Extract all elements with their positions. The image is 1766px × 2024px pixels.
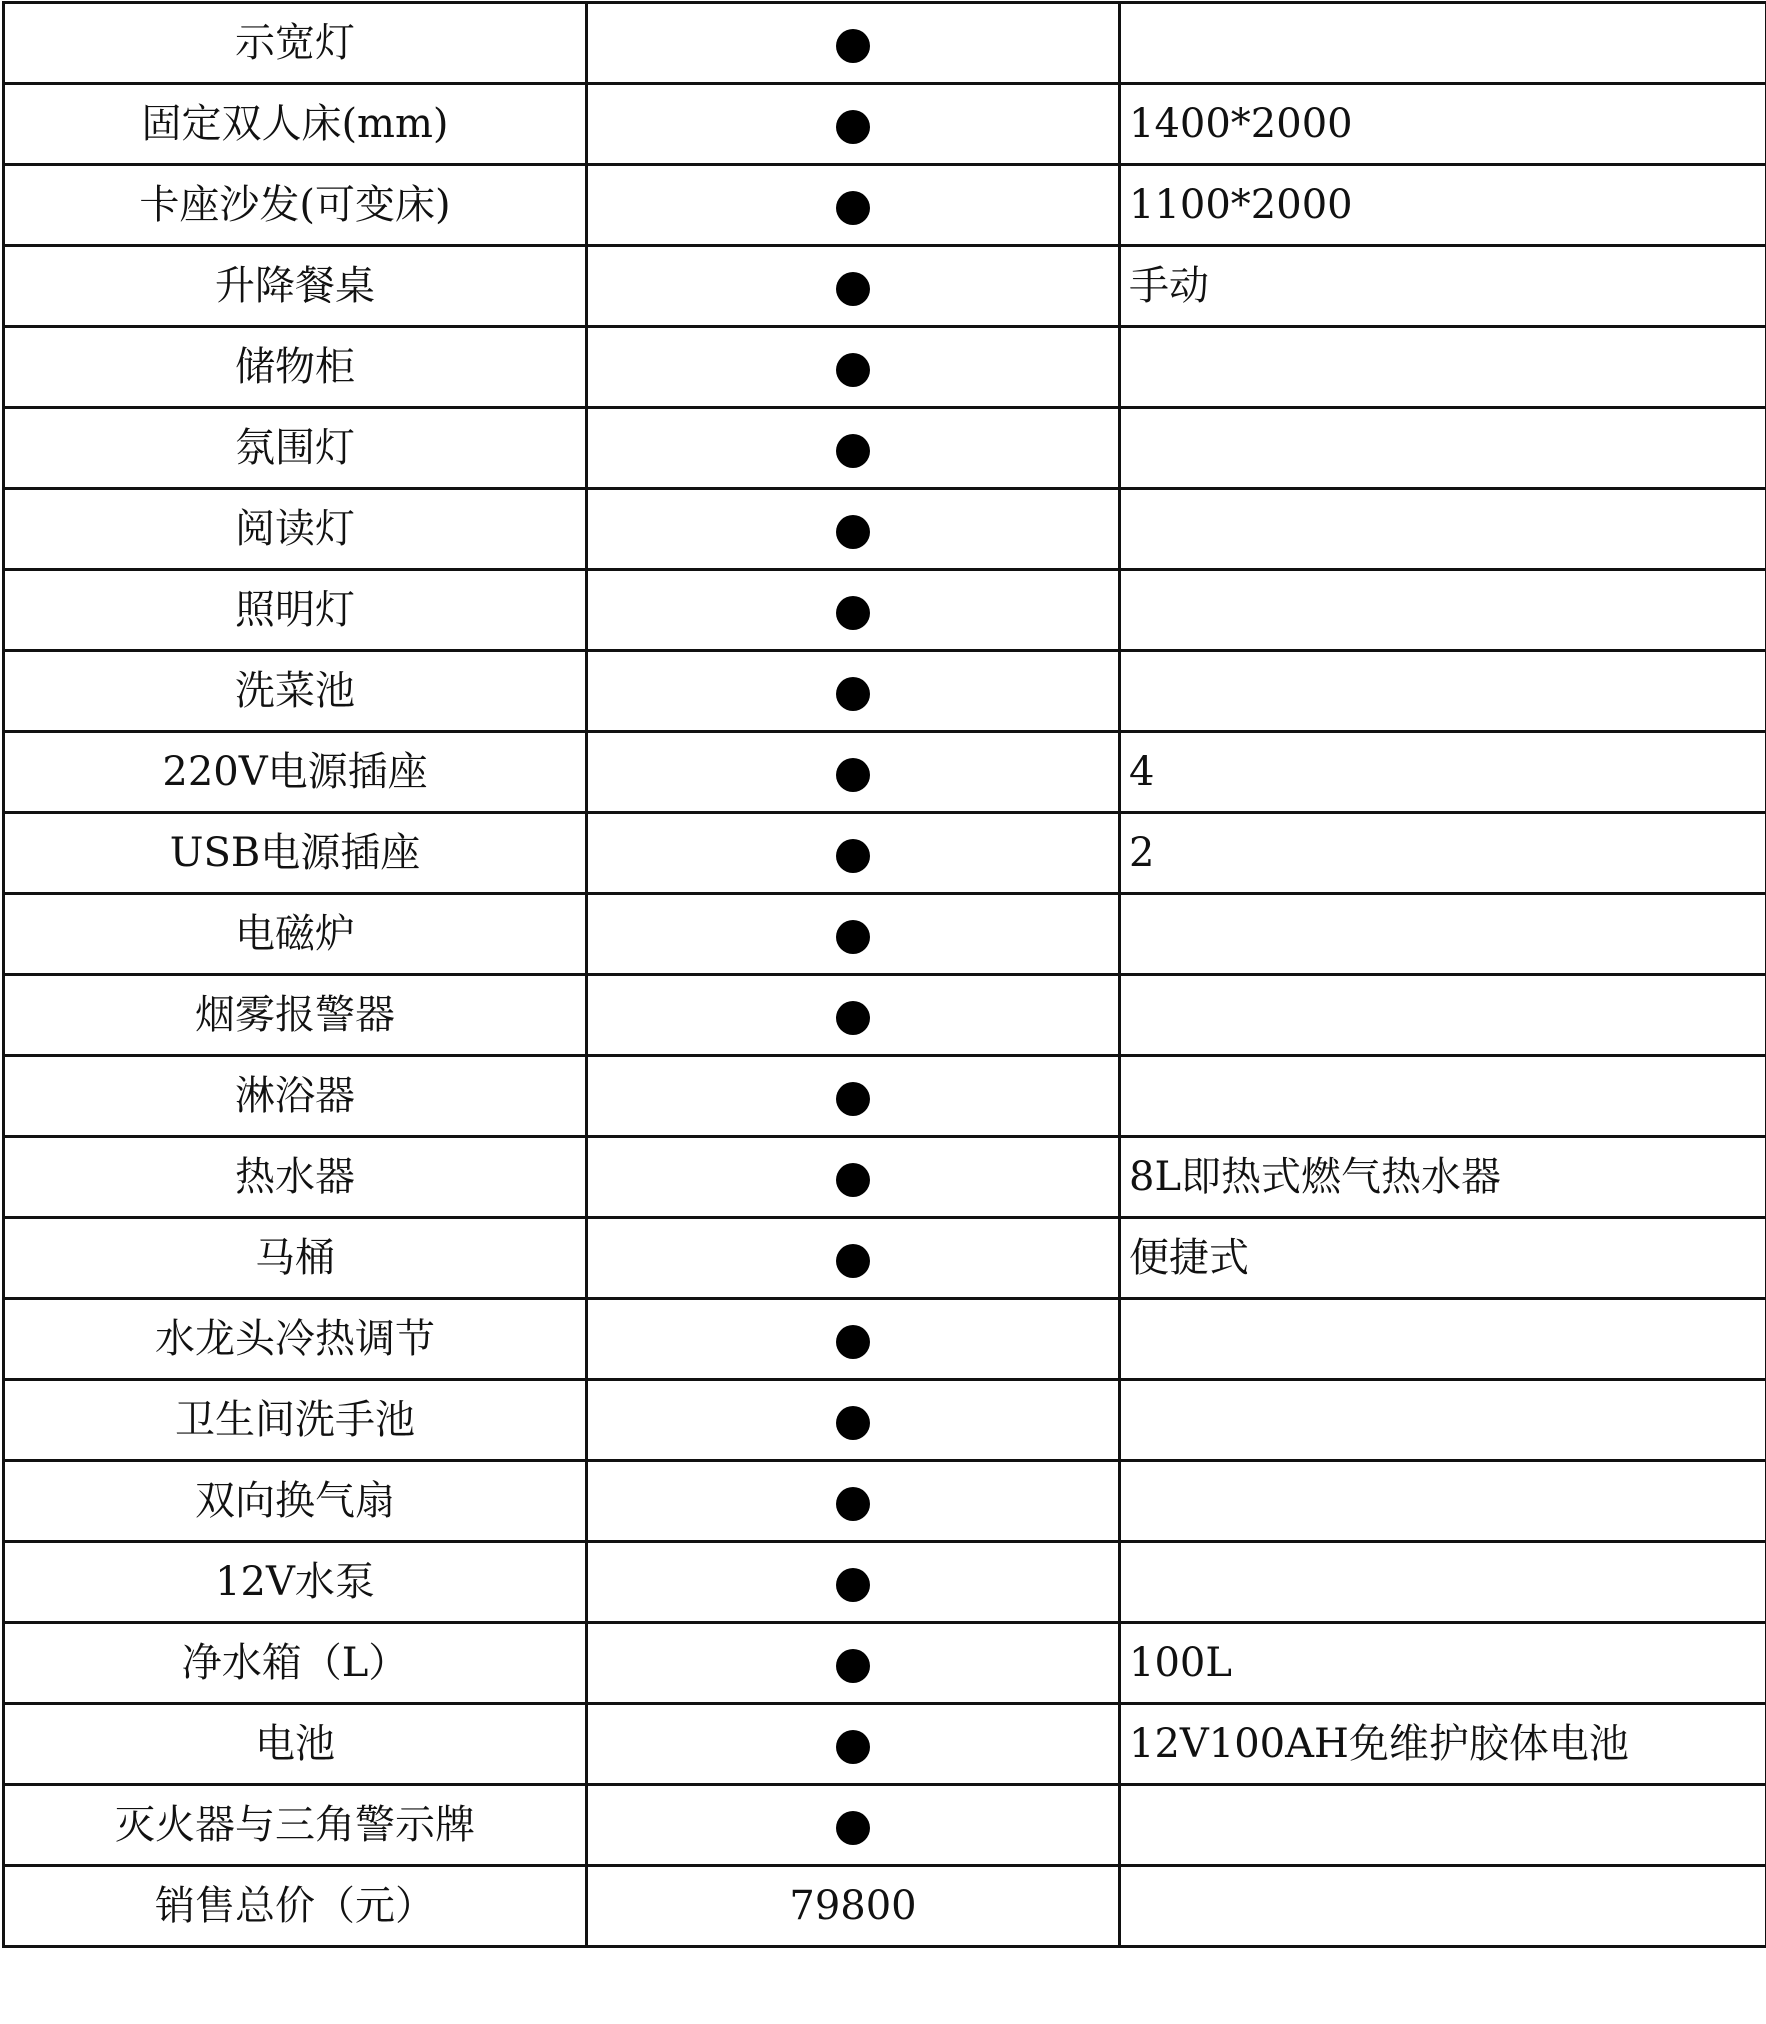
item-name-cell: 洗菜池	[4, 651, 587, 732]
table-row	[4, 1380, 1766, 1461]
standard-mark-cell	[587, 84, 1120, 165]
standard-mark-cell	[587, 165, 1120, 246]
note-cell	[1120, 489, 1766, 570]
standard-mark-cell	[587, 975, 1120, 1056]
standard-mark-cell	[587, 570, 1120, 651]
table-row	[4, 1704, 1766, 1785]
table-row	[4, 813, 1766, 894]
table-row	[4, 84, 1766, 165]
note-cell	[1120, 651, 1766, 732]
standard-mark-cell	[587, 1704, 1120, 1785]
item-name-cell: 灭火器与三角警示牌	[4, 1785, 587, 1866]
note-cell	[1120, 975, 1766, 1056]
item-name-cell: 淋浴器	[4, 1056, 587, 1137]
standard-mark-cell	[587, 1056, 1120, 1137]
note-cell	[1120, 408, 1766, 489]
table-row	[4, 1542, 1766, 1623]
standard-mark-cell	[587, 327, 1120, 408]
filled-circle-icon	[836, 839, 870, 873]
table-row	[4, 1056, 1766, 1137]
standard-mark-cell	[587, 651, 1120, 732]
note-cell: 手动	[1120, 246, 1766, 327]
note-cell: 1400*2000	[1120, 84, 1766, 165]
note-cell: 2	[1120, 813, 1766, 894]
filled-circle-icon	[836, 677, 870, 711]
configuration-table-body	[4, 3, 1766, 1947]
item-name-cell: 双向换气扇	[4, 1461, 587, 1542]
filled-circle-icon	[836, 515, 870, 549]
filled-circle-icon	[836, 353, 870, 387]
filled-circle-icon	[836, 434, 870, 468]
item-name-cell: 氛围灯	[4, 408, 587, 489]
item-name-cell: 升降餐桌	[4, 246, 587, 327]
standard-mark-cell	[587, 246, 1120, 327]
item-name-cell: 储物柜	[4, 327, 587, 408]
filled-circle-icon	[836, 1001, 870, 1035]
item-name-cell: 示宽灯	[4, 3, 587, 84]
note-cell: 便捷式	[1120, 1218, 1766, 1299]
table-row	[4, 1137, 1766, 1218]
table-row	[4, 570, 1766, 651]
filled-circle-icon	[836, 920, 870, 954]
item-name-cell: 固定双人床(mm)	[4, 84, 587, 165]
standard-mark-cell	[587, 408, 1120, 489]
total-price-value: 79800	[587, 1866, 1120, 1947]
note-cell	[1120, 570, 1766, 651]
filled-circle-icon	[836, 272, 870, 306]
configuration-table	[2, 1, 1766, 1948]
table-row	[4, 165, 1766, 246]
standard-mark-cell	[587, 813, 1120, 894]
total-price-row	[4, 1866, 1766, 1947]
note-cell: 1100*2000	[1120, 165, 1766, 246]
table-row	[4, 732, 1766, 813]
standard-mark-cell	[587, 489, 1120, 570]
table-row	[4, 651, 1766, 732]
standard-mark-cell	[587, 1299, 1120, 1380]
table-row	[4, 894, 1766, 975]
standard-mark-cell	[587, 1218, 1120, 1299]
note-cell	[1120, 327, 1766, 408]
item-name-cell: 水龙头冷热调节	[4, 1299, 587, 1380]
table-row	[4, 1461, 1766, 1542]
item-name-cell: 电池	[4, 1704, 587, 1785]
filled-circle-icon	[836, 29, 870, 63]
note-cell: 8L即热式燃气热水器	[1120, 1137, 1766, 1218]
filled-circle-icon	[836, 1811, 870, 1845]
filled-circle-icon	[836, 110, 870, 144]
table-row	[4, 975, 1766, 1056]
note-cell	[1120, 1542, 1766, 1623]
item-name-cell: USB电源插座	[4, 813, 587, 894]
item-name-cell: 热水器	[4, 1137, 587, 1218]
note-cell	[1120, 3, 1766, 84]
standard-mark-cell	[587, 894, 1120, 975]
standard-mark-cell	[587, 3, 1120, 84]
table-row	[4, 1785, 1766, 1866]
filled-circle-icon	[836, 1325, 870, 1359]
filled-circle-icon	[836, 596, 870, 630]
filled-circle-icon	[836, 1406, 870, 1440]
standard-mark-cell	[587, 1785, 1120, 1866]
standard-mark-cell	[587, 1461, 1120, 1542]
filled-circle-icon	[836, 1487, 870, 1521]
item-name-cell: 阅读灯	[4, 489, 587, 570]
item-name-cell: 烟雾报警器	[4, 975, 587, 1056]
total-price-note	[1120, 1866, 1766, 1947]
item-name-cell: 220V电源插座	[4, 732, 587, 813]
standard-mark-cell	[587, 1137, 1120, 1218]
note-cell	[1120, 1056, 1766, 1137]
item-name-cell: 电磁炉	[4, 894, 587, 975]
filled-circle-icon	[836, 1649, 870, 1683]
note-cell: 100L	[1120, 1623, 1766, 1704]
note-cell	[1120, 1461, 1766, 1542]
standard-mark-cell	[587, 1542, 1120, 1623]
table-row	[4, 327, 1766, 408]
standard-mark-cell	[587, 1380, 1120, 1461]
note-cell	[1120, 1785, 1766, 1866]
filled-circle-icon	[836, 1082, 870, 1116]
item-name-cell: 卡座沙发(可变床)	[4, 165, 587, 246]
filled-circle-icon	[836, 1163, 870, 1197]
table-row	[4, 3, 1766, 84]
item-name-cell: 照明灯	[4, 570, 587, 651]
note-cell	[1120, 1380, 1766, 1461]
filled-circle-icon	[836, 1730, 870, 1764]
table-row	[4, 246, 1766, 327]
table-row	[4, 1623, 1766, 1704]
item-name-cell: 马桶	[4, 1218, 587, 1299]
note-cell: 12V100AH免维护胶体电池	[1120, 1704, 1766, 1785]
note-cell	[1120, 894, 1766, 975]
standard-mark-cell	[587, 732, 1120, 813]
table-row	[4, 1218, 1766, 1299]
note-cell: 4	[1120, 732, 1766, 813]
filled-circle-icon	[836, 758, 870, 792]
standard-mark-cell	[587, 1623, 1120, 1704]
table-row	[4, 408, 1766, 489]
filled-circle-icon	[836, 191, 870, 225]
table-row	[4, 489, 1766, 570]
filled-circle-icon	[836, 1568, 870, 1602]
total-price-label: 销售总价（元）	[4, 1866, 587, 1947]
item-name-cell: 净水箱（L）	[4, 1623, 587, 1704]
note-cell	[1120, 1299, 1766, 1380]
table-row	[4, 1299, 1766, 1380]
item-name-cell: 卫生间洗手池	[4, 1380, 587, 1461]
filled-circle-icon	[836, 1244, 870, 1278]
item-name-cell: 12V水泵	[4, 1542, 587, 1623]
